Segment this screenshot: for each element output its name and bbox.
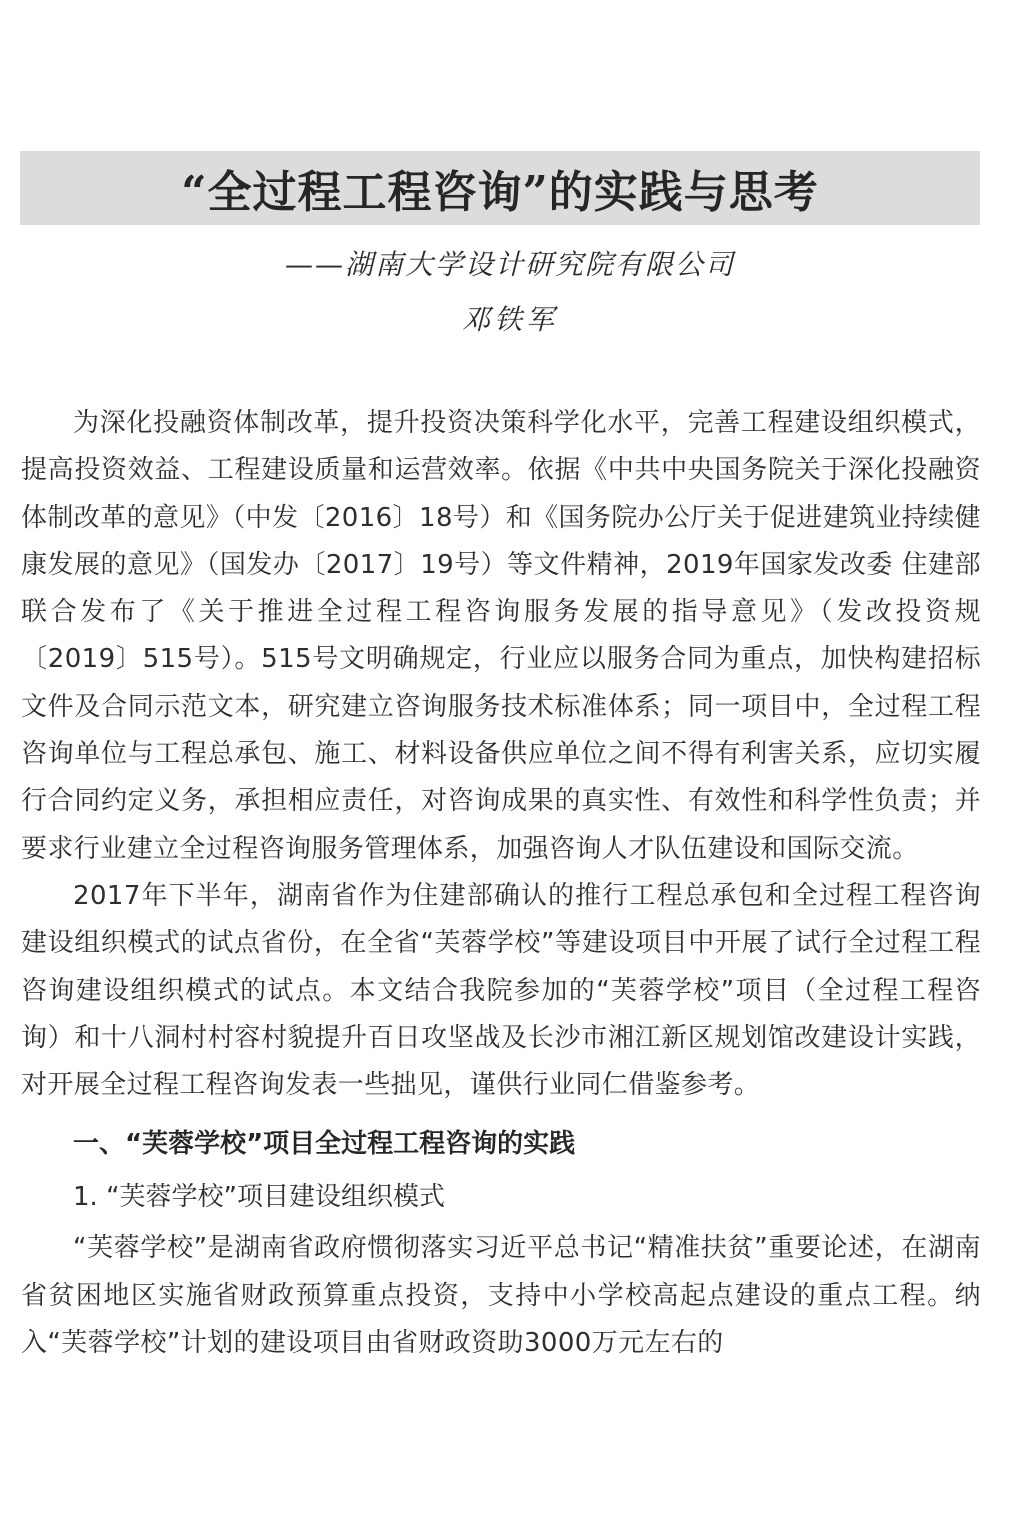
section-heading-1: 一、“芙蓉学校”项目全过程工程咨询的实践	[73, 1129, 576, 1160]
body-paragraph-1: 为深化投融资体制改革，提升投资决策科学化水平，完善工程建设组织模式，提高投资效益、工程建设质量和运营效率。依据《中共中央国务院关于深化投融资体制改革的意见》（中发〔2016〕18号）和《国务院办公厅关于促进建筑业持续健康发展的意见》（国发办〔2017〕19号）等文件精神，2019年国家发改委 住建部联合发布了《关于推进全过程工程咨询服务发展的指导意见》（发改投资规〔2019〕515号）。515号文明确规定，行业应以服务合同为重点，加快构建招标文件及合同示范文本，研究建立咨询服务技术标准体系；同一项目中，全过程工程咨询单位与工程总承包、施工、材料设备供应单位之间不得有利害关系，应切实履行合同约定义务，承担相应责任，对咨询成果的真实性、有效性和科学性负责；并要求行业建立全过程咨询服务管理体系，加强咨询人才队伍建设和国际交流。	[21, 408, 981, 864]
body-paragraph-3: “芙蓉学校”是湖南省政府惯彻落实习近平总书记“精准扶贫”重要论述，在湖南省贫困地区实施省财政预算重点投资，支持中小学校高起点建设的重点工程。纳入“芙蓉学校”计划的建设项目由省财政资助3000万元左右的	[21, 1233, 981, 1359]
article-subtitle: ——湖南大学设计研究院有限公司	[284, 248, 735, 281]
subsection-heading-1-1: 1. “芙蓉学校”项目建设组织模式	[73, 1182, 446, 1213]
article-title: “全过程工程咨询”的实践与思考	[181, 167, 819, 218]
article-body	[21, 400, 981, 1367]
article-author: 邓铁军	[461, 303, 558, 336]
body-paragraph-2: 2017年下半年，湖南省作为住建部确认的推行工程总承包和全过程工程咨询建设组织模式的试点省份，在全省“芙蓉学校”等建设项目中开展了试行全过程工程咨询建设组织模式的试点。本文结合我院参加的“芙蓉学校”项目（全过程工程咨询）和十八洞村村容村貌提升百日攻坚战及长沙市湘江新区规划馆改建设计实践，对开展全过程工程咨询发表一些拙见，谨供行业同仁借鉴参考。	[21, 880, 981, 1101]
title-banner	[20, 151, 980, 225]
